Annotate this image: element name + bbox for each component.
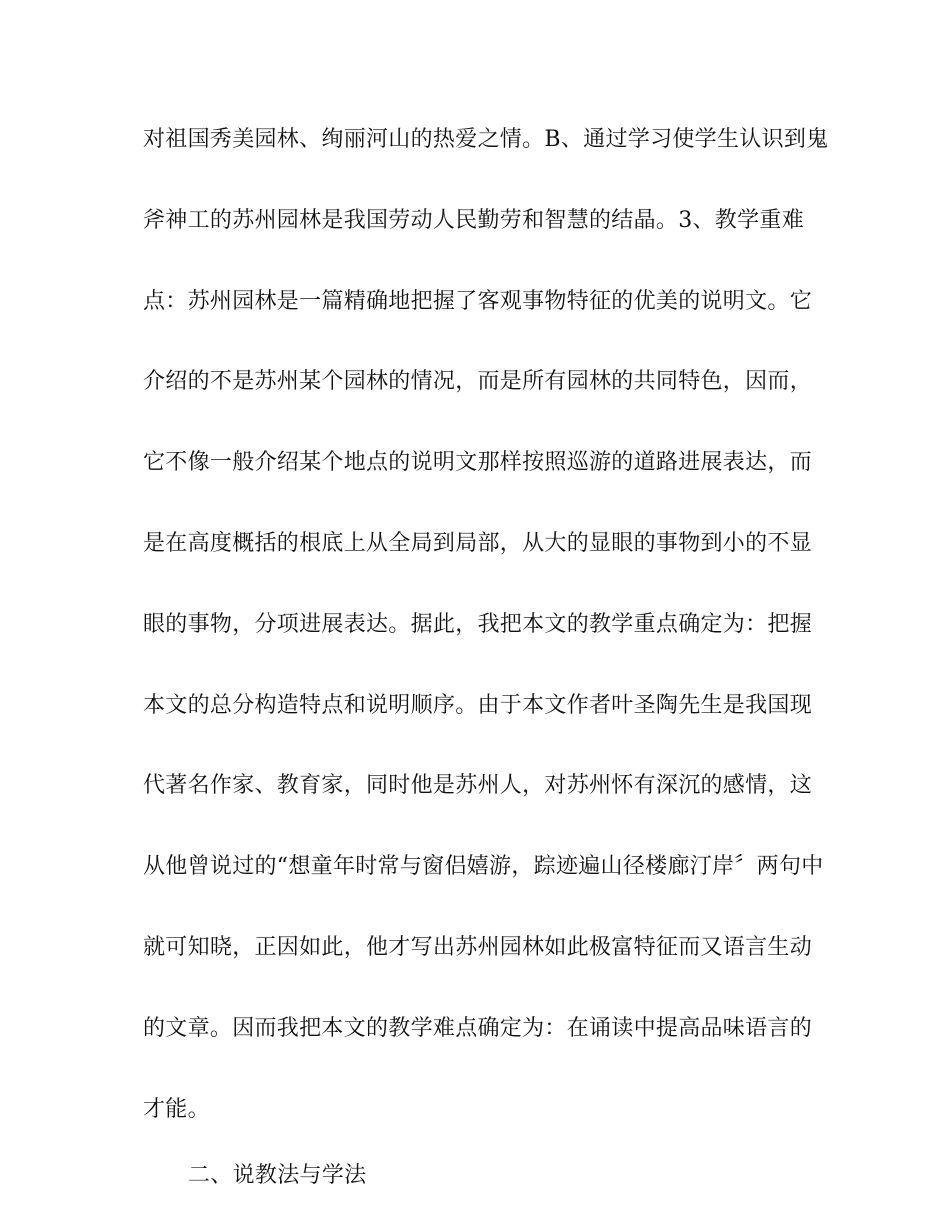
paragraph-line-13: 才能。 xyxy=(143,1097,210,1122)
paragraph-line-4: 介绍的不是苏州某个园林的情况，而是所有园林的共同特色，因而， xyxy=(143,369,813,394)
paragraph-line-9: 代著名作家、教育家，同时他是苏州人，对苏州怀有深沉的感情，这 xyxy=(143,773,813,798)
paragraph-line-5: 它不像一般介绍某个地点的说明文那样按照巡游的道路进展表达，而 xyxy=(143,450,813,475)
paragraph-line-7: 眼的事物，分项进展表达。据此，我把本文的教学重点确定为：把握 xyxy=(143,612,813,637)
paragraph-line-3: 点：苏州园林是一篇精确地把握了客观事物特征的优美的说明文。它 xyxy=(143,289,813,314)
paragraph-line-8: 本文的总分构造特点和说明顺序。由于本文作者叶圣陶先生是我国现 xyxy=(143,693,813,718)
paragraph-line-2: 斧神工的苏州园林是我国劳动人民勤劳和智慧的结晶。3、教学重难 xyxy=(143,208,804,233)
paragraph-line-12: 的文章。因而我把本文的教学难点确定为：在诵读中提高品味语言的 xyxy=(143,1016,813,1041)
paragraph-line-1: 对祖国秀美园林、绚丽河山的热爱之情。B、通过学习使学生认识到鬼 xyxy=(143,127,829,152)
paragraph-line-11: 就可知晓，正因如此，他才写出苏州园林如此极富特征而又语言生动 xyxy=(143,935,813,960)
section-heading: 二、说教法与学法 xyxy=(188,1163,367,1188)
paragraph-line-10: 从他曾说过的“想童年时常与窗侣嬉游，踪迹遍山径楼廊汀岸〞两句中 xyxy=(143,854,824,879)
paragraph-line-6: 是在高度概括的根底上从全局到局部，从大的显眼的事物到小的不显 xyxy=(143,531,813,556)
